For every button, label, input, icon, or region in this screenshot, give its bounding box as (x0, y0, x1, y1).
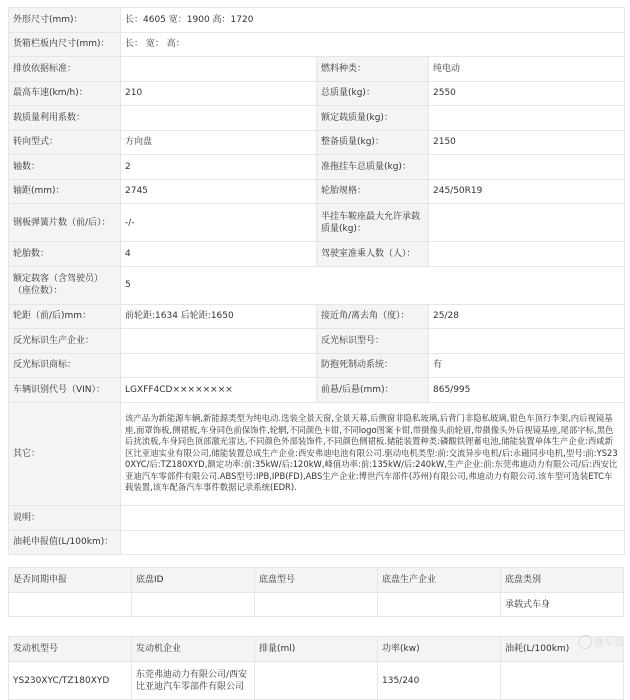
reflector-brand-label: 反光标识商标： (9, 353, 121, 378)
passengers-value: 5 (121, 266, 625, 304)
max-speed-value: 210 (121, 81, 317, 106)
cab-seats-label: 驾驶室准乘人数（人）： (317, 242, 429, 267)
cab-seats-value (429, 242, 625, 267)
chassis-cell-id (132, 593, 255, 617)
dimensions-label: 外形尺寸(mm)： (9, 8, 121, 33)
reflector-model-value (429, 329, 625, 354)
engine-header-maker: 发动机企业 (132, 637, 255, 662)
engine-table (8, 636, 624, 700)
engine-header-displacement: 排量(ml) (255, 637, 378, 662)
wheelbase-value: 2745 (121, 179, 317, 204)
saddle-load-value (429, 204, 625, 242)
dimensions-value: 长：4605 宽：1900 高：1720 (121, 8, 625, 33)
chassis-header-id: 底盘ID (132, 568, 255, 593)
engine-cell-model: YS230XYC/TZ180XYD (9, 662, 132, 700)
total-mass-label: 总质量(kg)： (317, 81, 429, 106)
chassis-cell-same-period (9, 593, 132, 617)
watermark-text: 懂车帝 (594, 638, 624, 649)
chassis-header-category: 底盘类别 (501, 568, 624, 593)
chassis-header-same-period: 是否同期申报 (9, 568, 132, 593)
vin-label: 车辆识别代号（VIN）： (9, 378, 121, 403)
leaf-springs-label: 钢板弹簧片数（前/后）： (9, 204, 121, 242)
axles-label: 轴数： (9, 155, 121, 180)
chassis-cell-category: 承载式车身 (501, 593, 624, 617)
load-util-value (121, 106, 317, 131)
reflector-maker-label: 反光标识生产企业： (9, 329, 121, 354)
reflector-brand-value (121, 353, 317, 378)
engine-cell-maker: 东莞弗迪动力有限公司/西安比亚迪汽车零部件有限公司 (132, 662, 255, 700)
trailer-mass-value (429, 155, 625, 180)
rated-load-value (429, 106, 625, 131)
engine-header-fuel: 油耗(L/100km) (501, 637, 624, 662)
watermark-logo-icon (578, 635, 592, 649)
chassis-table (8, 567, 624, 617)
axles-value: 2 (121, 155, 317, 180)
cargo-box-label: 货箱栏板内尺寸(mm)： (9, 32, 121, 57)
abs-label: 防抱死制动系统： (317, 353, 429, 378)
fuel-consumption-label: 油耗申报值(L/100km)： (9, 530, 121, 555)
chassis-header-model: 底盘型号 (255, 568, 378, 593)
tire-spec-label: 轮胎规格： (317, 179, 429, 204)
angles-value: 25/28 (429, 304, 625, 329)
track-value: 前轮距:1634 后轮距:1650 (121, 304, 317, 329)
steering-label: 转向型式： (9, 130, 121, 155)
reflector-maker-value (121, 329, 317, 354)
steering-value: 方向盘 (121, 130, 317, 155)
tires-value: 4 (121, 242, 317, 267)
fuel-type-label: 燃料种类： (317, 57, 429, 82)
engine-cell-power: 135/240 (378, 662, 501, 700)
leaf-springs-value: -/- (121, 204, 317, 242)
overhang-label: 前悬/后悬(mm)： (317, 378, 429, 403)
abs-value: 有 (429, 353, 625, 378)
curb-mass-label: 整备质量(kg)： (317, 130, 429, 155)
load-util-label: 载质量利用系数： (9, 106, 121, 131)
watermark (578, 634, 624, 649)
chassis-cell-maker (378, 593, 501, 617)
engine-header-power: 功率(kw) (378, 637, 501, 662)
other-label: 其它： (9, 402, 121, 505)
tires-label: 轮胎数： (9, 242, 121, 267)
chassis-header-maker: 底盘生产企业 (378, 568, 501, 593)
emission-value (121, 57, 317, 82)
max-speed-label: 最高车速(km/h)： (9, 81, 121, 106)
cargo-box-value: 长： 宽： 高： (121, 32, 625, 57)
reflector-model-label: 反光标识型号： (317, 329, 429, 354)
vin-value: LGXFF4CD×××××××× (121, 378, 317, 403)
engine-header-model: 发动机型号 (9, 637, 132, 662)
track-label: 轮距（前/后)mm： (9, 304, 121, 329)
wheelbase-label: 轴距(mm)： (9, 179, 121, 204)
curb-mass-value: 2150 (429, 130, 625, 155)
passengers-label: 额定载客（含驾驶员）（座位数）： (9, 266, 121, 304)
description-label: 说明： (9, 505, 121, 530)
trailer-mass-label: 准拖挂车总质量(kg)： (317, 155, 429, 180)
saddle-load-label: 半挂车鞍座最大允许承载质量(kg)： (317, 204, 429, 242)
chassis-cell-model (255, 593, 378, 617)
emission-label: 排放依据标准： (9, 57, 121, 82)
tire-spec-value: 245/50R19 (429, 179, 625, 204)
angles-label: 接近角/离去角（度）： (317, 304, 429, 329)
other-value: 该产品为新能源车辆,新能源类型为纯电动.选装全景天窗,全景天幕,后侧窗非隐私玻璃,后背门非隐私玻璃,银色车顶行李架,内后视镜基座,面罩饰板,侧裙板,车身同色前保饰件,轮辋,不同颜色卡钳,不同logo图案卡钳,带摄像头前轮眉,带摄像头外后视镜基座,尾部字标,黑色后扰流板,车身同色顶部激光雷达,不同颜色外部装饰件,不同颜色侧裙板.储能装置种类:磷酸铁锂蓄电池,储能装置单体生产企业:西咸新区比亚迪实业有限公司,储能装置总成生产企业:西安弗迪电池有限公司.驱动电机类型:前:交流异步电机/后:永磁同步电机,型号:前:YS230XYC/后:TZ180XYD,额定功率:前:35kW/后:120kW,峰值功率:前:135kW/后:240kW,生产企业:前:东莞弗迪动力有限公司/后:西安比亚迪汽车零部件有限公司.ABS型号:IPB,IPB(FD),ABS生产企业:博世汽车部件(苏州)有限公司,弗迪动力有限公司.该车型可选装ETC车载装置,该车配备汽车事件数据记录系统(EDR). (121, 402, 625, 505)
total-mass-value: 2550 (429, 81, 625, 106)
spec-table (8, 7, 625, 555)
fuel-type-value: 纯电动 (429, 57, 625, 82)
rated-load-label: 额定载质量(kg)： (317, 106, 429, 131)
description-value (121, 505, 625, 530)
fuel-consumption-value (121, 530, 625, 555)
overhang-value: 865/995 (429, 378, 625, 403)
